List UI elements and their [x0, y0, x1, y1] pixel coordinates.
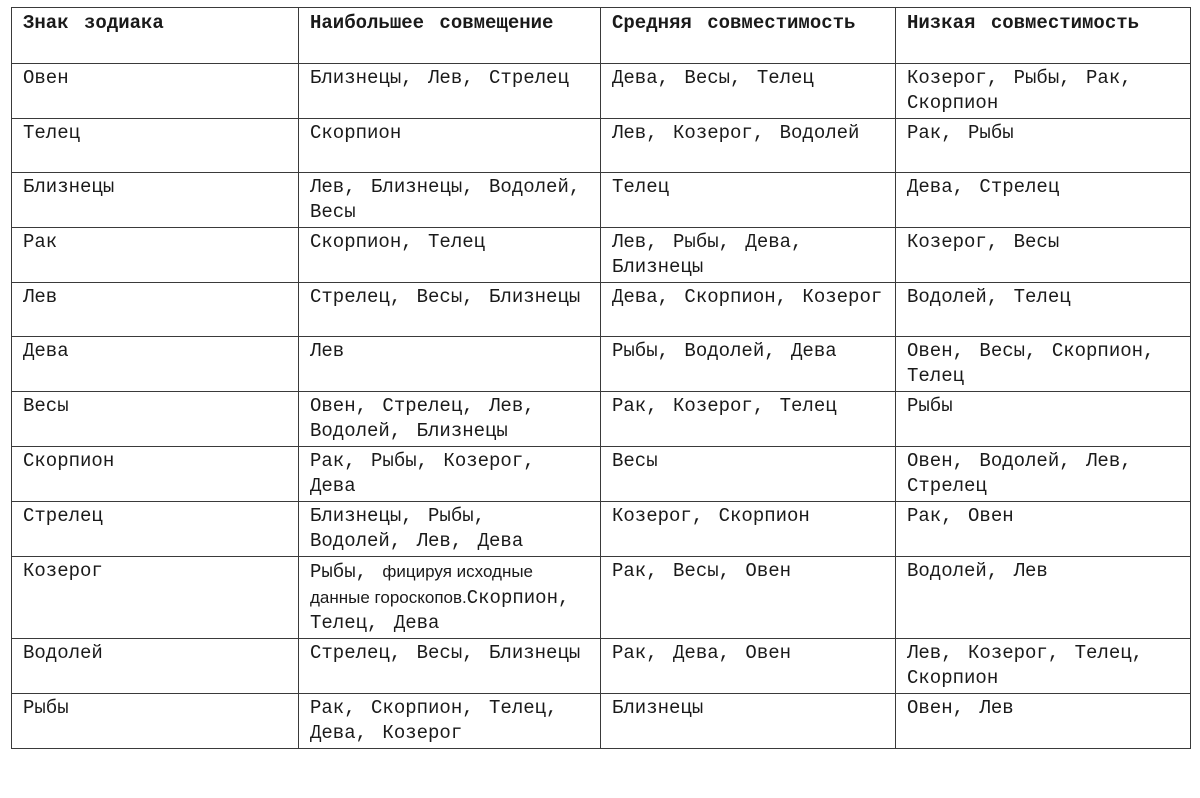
cell-sign: Скорпион	[12, 447, 299, 502]
cell-sign: Близнецы	[12, 173, 299, 228]
cell-sign: Весы	[12, 392, 299, 447]
header-best-compatibility: Наибольшее совмещение	[299, 8, 601, 64]
cell-medium: Рыбы, Водолей, Дева	[601, 337, 896, 392]
cell-best: Лев, Близнецы, Водолей, Весы	[299, 173, 601, 228]
cell-low: Дева, Стрелец	[896, 173, 1191, 228]
cell-low: Козерог, Весы	[896, 228, 1191, 283]
cell-medium: Телец	[601, 173, 896, 228]
table-row	[12, 337, 1191, 392]
table-row	[12, 557, 1191, 639]
cell-low: Водолей, Лев	[896, 557, 1191, 639]
table-row	[12, 173, 1191, 228]
cell-best-suffix: Скорпион, Телец, Дева	[310, 587, 570, 634]
cell-medium: Лев, Рыбы, Дева, Близнецы	[601, 228, 896, 283]
cell-low: Овен, Весы, Скорпион, Телец	[896, 337, 1191, 392]
table-row	[12, 447, 1191, 502]
cell-low: Рак, Овен	[896, 502, 1191, 557]
cell-low: Овен, Водолей, Лев, Стрелец	[896, 447, 1191, 502]
table-row	[12, 502, 1191, 557]
cell-sign: Рыбы	[12, 694, 299, 749]
cell-medium: Дева, Скорпион, Козерог	[601, 283, 896, 337]
cell-best: Рак, Рыбы, Козерог, Дева	[299, 447, 601, 502]
cell-low: Рак, Рыбы	[896, 119, 1191, 173]
cell-best	[299, 557, 601, 639]
cell-medium: Рак, Дева, Овен	[601, 639, 896, 694]
cell-sign: Рак	[12, 228, 299, 283]
cell-sign: Лев	[12, 283, 299, 337]
table-row	[12, 119, 1191, 173]
cell-best: Лев	[299, 337, 601, 392]
table-row	[12, 639, 1191, 694]
cell-medium: Лев, Козерог, Водолей	[601, 119, 896, 173]
cell-low: Козерог, Рыбы, Рак, Скорпион	[896, 64, 1191, 119]
header-low-compatibility: Низкая совместимость	[896, 8, 1191, 64]
cell-best: Скорпион, Телец	[299, 228, 601, 283]
compatibility-table	[11, 7, 1191, 749]
cell-best: Скорпион	[299, 119, 601, 173]
cell-low: Водолей, Телец	[896, 283, 1191, 337]
cell-best: Стрелец, Весы, Близнецы	[299, 283, 601, 337]
cell-sign: Стрелец	[12, 502, 299, 557]
cell-low: Лев, Козерог, Телец, Скорпион	[896, 639, 1191, 694]
cell-sign: Козерог	[12, 557, 299, 639]
cell-best: Стрелец, Весы, Близнецы	[299, 639, 601, 694]
cell-best-inserted-text: фицируя исходные данные гороскопов.	[310, 562, 534, 607]
cell-medium: Близнецы	[601, 694, 896, 749]
cell-best-prefix: Рыбы,	[310, 561, 368, 583]
cell-medium: Весы	[601, 447, 896, 502]
cell-low: Рыбы	[896, 392, 1191, 447]
header-sign: Знак зодиака	[12, 8, 299, 64]
table-row	[12, 228, 1191, 283]
cell-best: Овен, Стрелец, Лев, Водолей, Близнецы	[299, 392, 601, 447]
cell-best: Близнецы, Рыбы, Водолей, Лев, Дева	[299, 502, 601, 557]
table-row	[12, 283, 1191, 337]
cell-sign: Овен	[12, 64, 299, 119]
table-row	[12, 64, 1191, 119]
table-header-row	[12, 8, 1191, 64]
cell-low: Овен, Лев	[896, 694, 1191, 749]
cell-medium: Дева, Весы, Телец	[601, 64, 896, 119]
cell-medium: Рак, Козерог, Телец	[601, 392, 896, 447]
table-row	[12, 694, 1191, 749]
cell-best: Близнецы, Лев, Стрелец	[299, 64, 601, 119]
cell-sign: Дева	[12, 337, 299, 392]
header-medium-compatibility: Средняя совместимость	[601, 8, 896, 64]
cell-sign: Водолей	[12, 639, 299, 694]
cell-medium: Козерог, Скорпион	[601, 502, 896, 557]
cell-medium: Рак, Весы, Овен	[601, 557, 896, 639]
table-row	[12, 392, 1191, 447]
cell-sign: Телец	[12, 119, 299, 173]
cell-best: Рак, Скорпион, Телец, Дева, Козерог	[299, 694, 601, 749]
